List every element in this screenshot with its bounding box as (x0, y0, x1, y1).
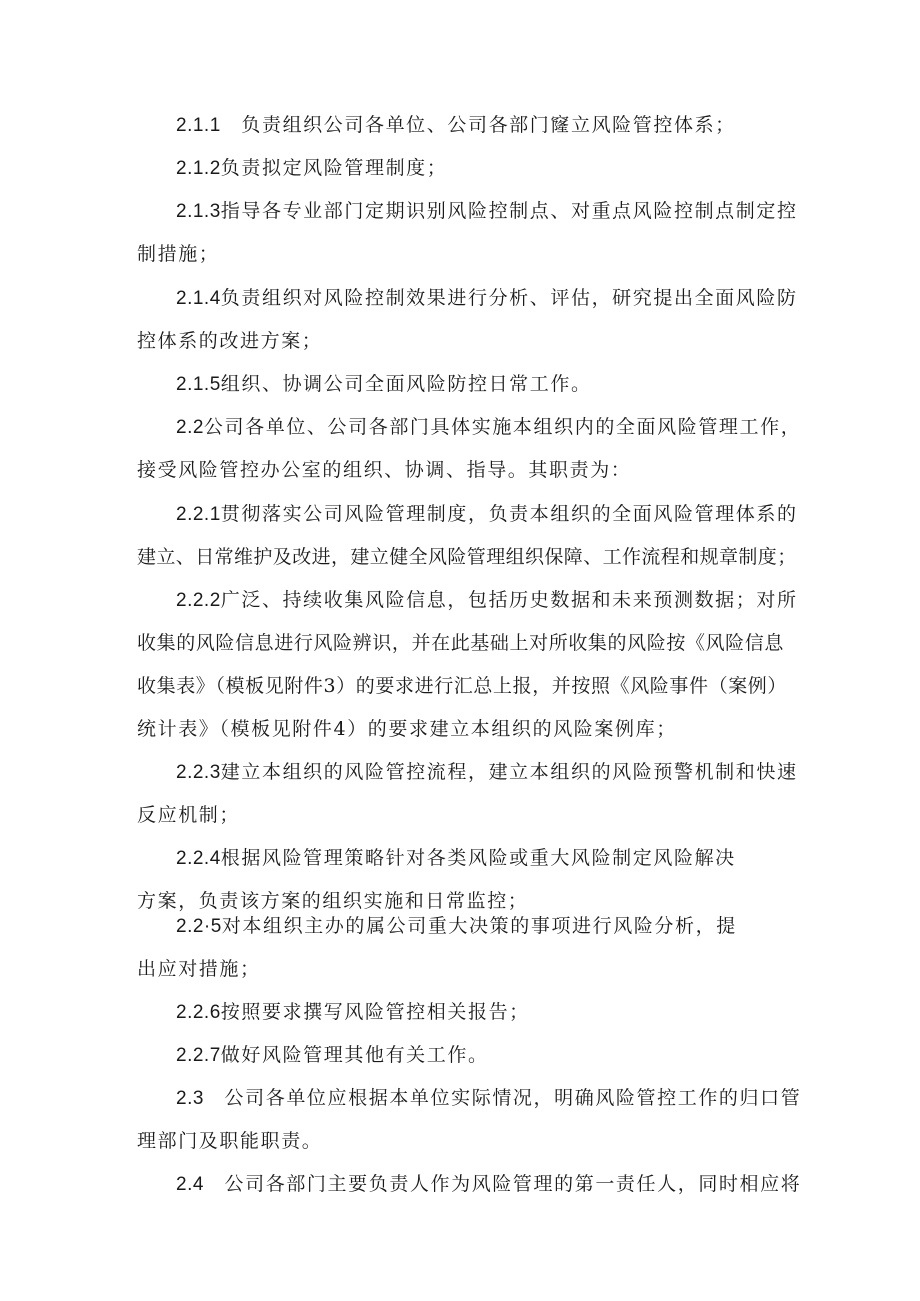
clause-number: 2.2.4 (176, 848, 221, 869)
clause-text: 制措施； (137, 243, 220, 265)
clause-text: 收集表》（模板见附件3）的要求进行汇总上报，并按照《风险事件（案例） (137, 675, 787, 697)
clause-number: 2.2·5 (176, 916, 222, 937)
clause-number: 2.2.6 (176, 1002, 221, 1023)
clause-number: 2.2 (176, 417, 204, 438)
clause-number: 2.1.2 (176, 158, 221, 179)
clause-number: 2.3 (176, 1088, 204, 1109)
clause-number: 2.1.1 (176, 115, 221, 136)
clause-2-2-5 (176, 914, 737, 939)
clause-text: 组织、协调公司全面风险防控日常工作。 (220, 373, 592, 395)
clause-2-3-cont (137, 1129, 322, 1153)
clause-text: 负责组织对风险控制效果进行分析、评估，研究提出全面风险防 (220, 287, 798, 309)
clause-text: 按照要求撰写风险管控相关报告； (220, 1001, 530, 1023)
clause-number: 2.4 (176, 1174, 204, 1195)
clause-text: 做好风险管理其他有关工作。 (220, 1044, 489, 1066)
clause-text: 接受风险管控办公室的组织、协调、指导。其职责为： (137, 459, 632, 481)
clause-2-2-cont (137, 458, 631, 482)
clause-text: 指导各专业部门定期识别风险控制点、对重点风险控制点制定控 (220, 200, 798, 222)
clause-text: 负责组织公司各单位、公司各部门窿立风险管控体系； (220, 114, 736, 136)
clause-text: 控体系的改进方案； (137, 330, 323, 352)
clause-2-2-1-cont (137, 545, 797, 569)
clause-2-1-3-cont (137, 242, 219, 266)
clause-2-3 (176, 1086, 802, 1111)
clause-2-2-2-cont-3 (137, 717, 677, 741)
clause-2-2-2-cont-1 (137, 631, 784, 655)
clause-text: 建立本组织的风险管控流程，建立本组织的风险预警机制和快速 (220, 761, 798, 783)
clause-text: 建立、日常维护及改进，建立健全风险管理组织保障、工作流程和规章制度； (137, 546, 797, 568)
clause-2-2-3-cont (137, 803, 240, 827)
clause-2-1-4 (176, 286, 798, 311)
clause-2-2-2-cont-2 (137, 674, 787, 698)
clause-text: 出应对措施； (137, 958, 261, 980)
clause-2-2 (176, 415, 802, 440)
clause-number: 2.1.4 (176, 288, 221, 309)
clause-2-2-7 (176, 1043, 489, 1068)
clause-text: 广泛、持续收集风险信息，包括历史数据和未来预测数据；对所 (220, 589, 798, 611)
clause-text: 公司各单位应根据本单位实际情况，明确风险管控工作的归口管 (203, 1087, 802, 1109)
clause-number: 2.1.3 (176, 201, 221, 222)
clause-2-1-3 (176, 199, 798, 224)
clause-text: 收集的风险信息进行风险辨识，并在此基础上对所收集的风险按《风险信息 (137, 632, 784, 654)
clause-2-1-1 (176, 113, 736, 138)
clause-text: 根据风险管理策略针对各类风险或重大风险制定风险解决 (220, 847, 736, 869)
clause-number: 2.2.2 (176, 590, 221, 611)
clause-text: 理部门及职能职责。 (137, 1130, 323, 1152)
clause-text: 方案，负责该方案的组织实施和日常监控； (137, 890, 529, 912)
clause-number: 2.1.5 (176, 374, 221, 395)
clause-2-2-4 (176, 846, 736, 871)
clause-2-4 (176, 1172, 802, 1197)
clause-text: 公司各部门主要负责人作为风险管理的第一责任人，同时相应将 (203, 1173, 802, 1195)
clause-text: 贯彻落实公司风险管理制度，负责本组织的全面风险管理体系的 (220, 503, 798, 525)
clause-number: 2.2.3 (176, 762, 221, 783)
clause-2-1-5 (176, 372, 592, 397)
clause-number: 2.2.7 (176, 1045, 221, 1066)
clause-text: 公司各单位、公司各部门具体实施本组织内的全面风险管理工作， (203, 416, 802, 438)
clause-2-1-4-cont (137, 329, 322, 353)
clause-2-2-5-cont (137, 957, 261, 981)
clause-text: 统计表》（模板见附件4）的要求建立本组织的风险案例库； (137, 718, 677, 740)
clause-text: 对本组织主办的属公司重大决策的事项进行风险分析，提 (221, 915, 737, 937)
clause-text: 反应机制； (137, 804, 241, 826)
clause-2-1-2 (176, 156, 447, 181)
clause-2-2-1 (176, 502, 798, 527)
clause-2-2-4-cont (137, 889, 528, 913)
clause-number: 2.2.1 (176, 504, 221, 525)
clause-2-2-6 (176, 1000, 530, 1025)
clause-2-2-2 (176, 588, 798, 613)
clause-text: 负责拟定风险管理制度； (220, 157, 448, 179)
clause-2-2-3 (176, 760, 798, 785)
